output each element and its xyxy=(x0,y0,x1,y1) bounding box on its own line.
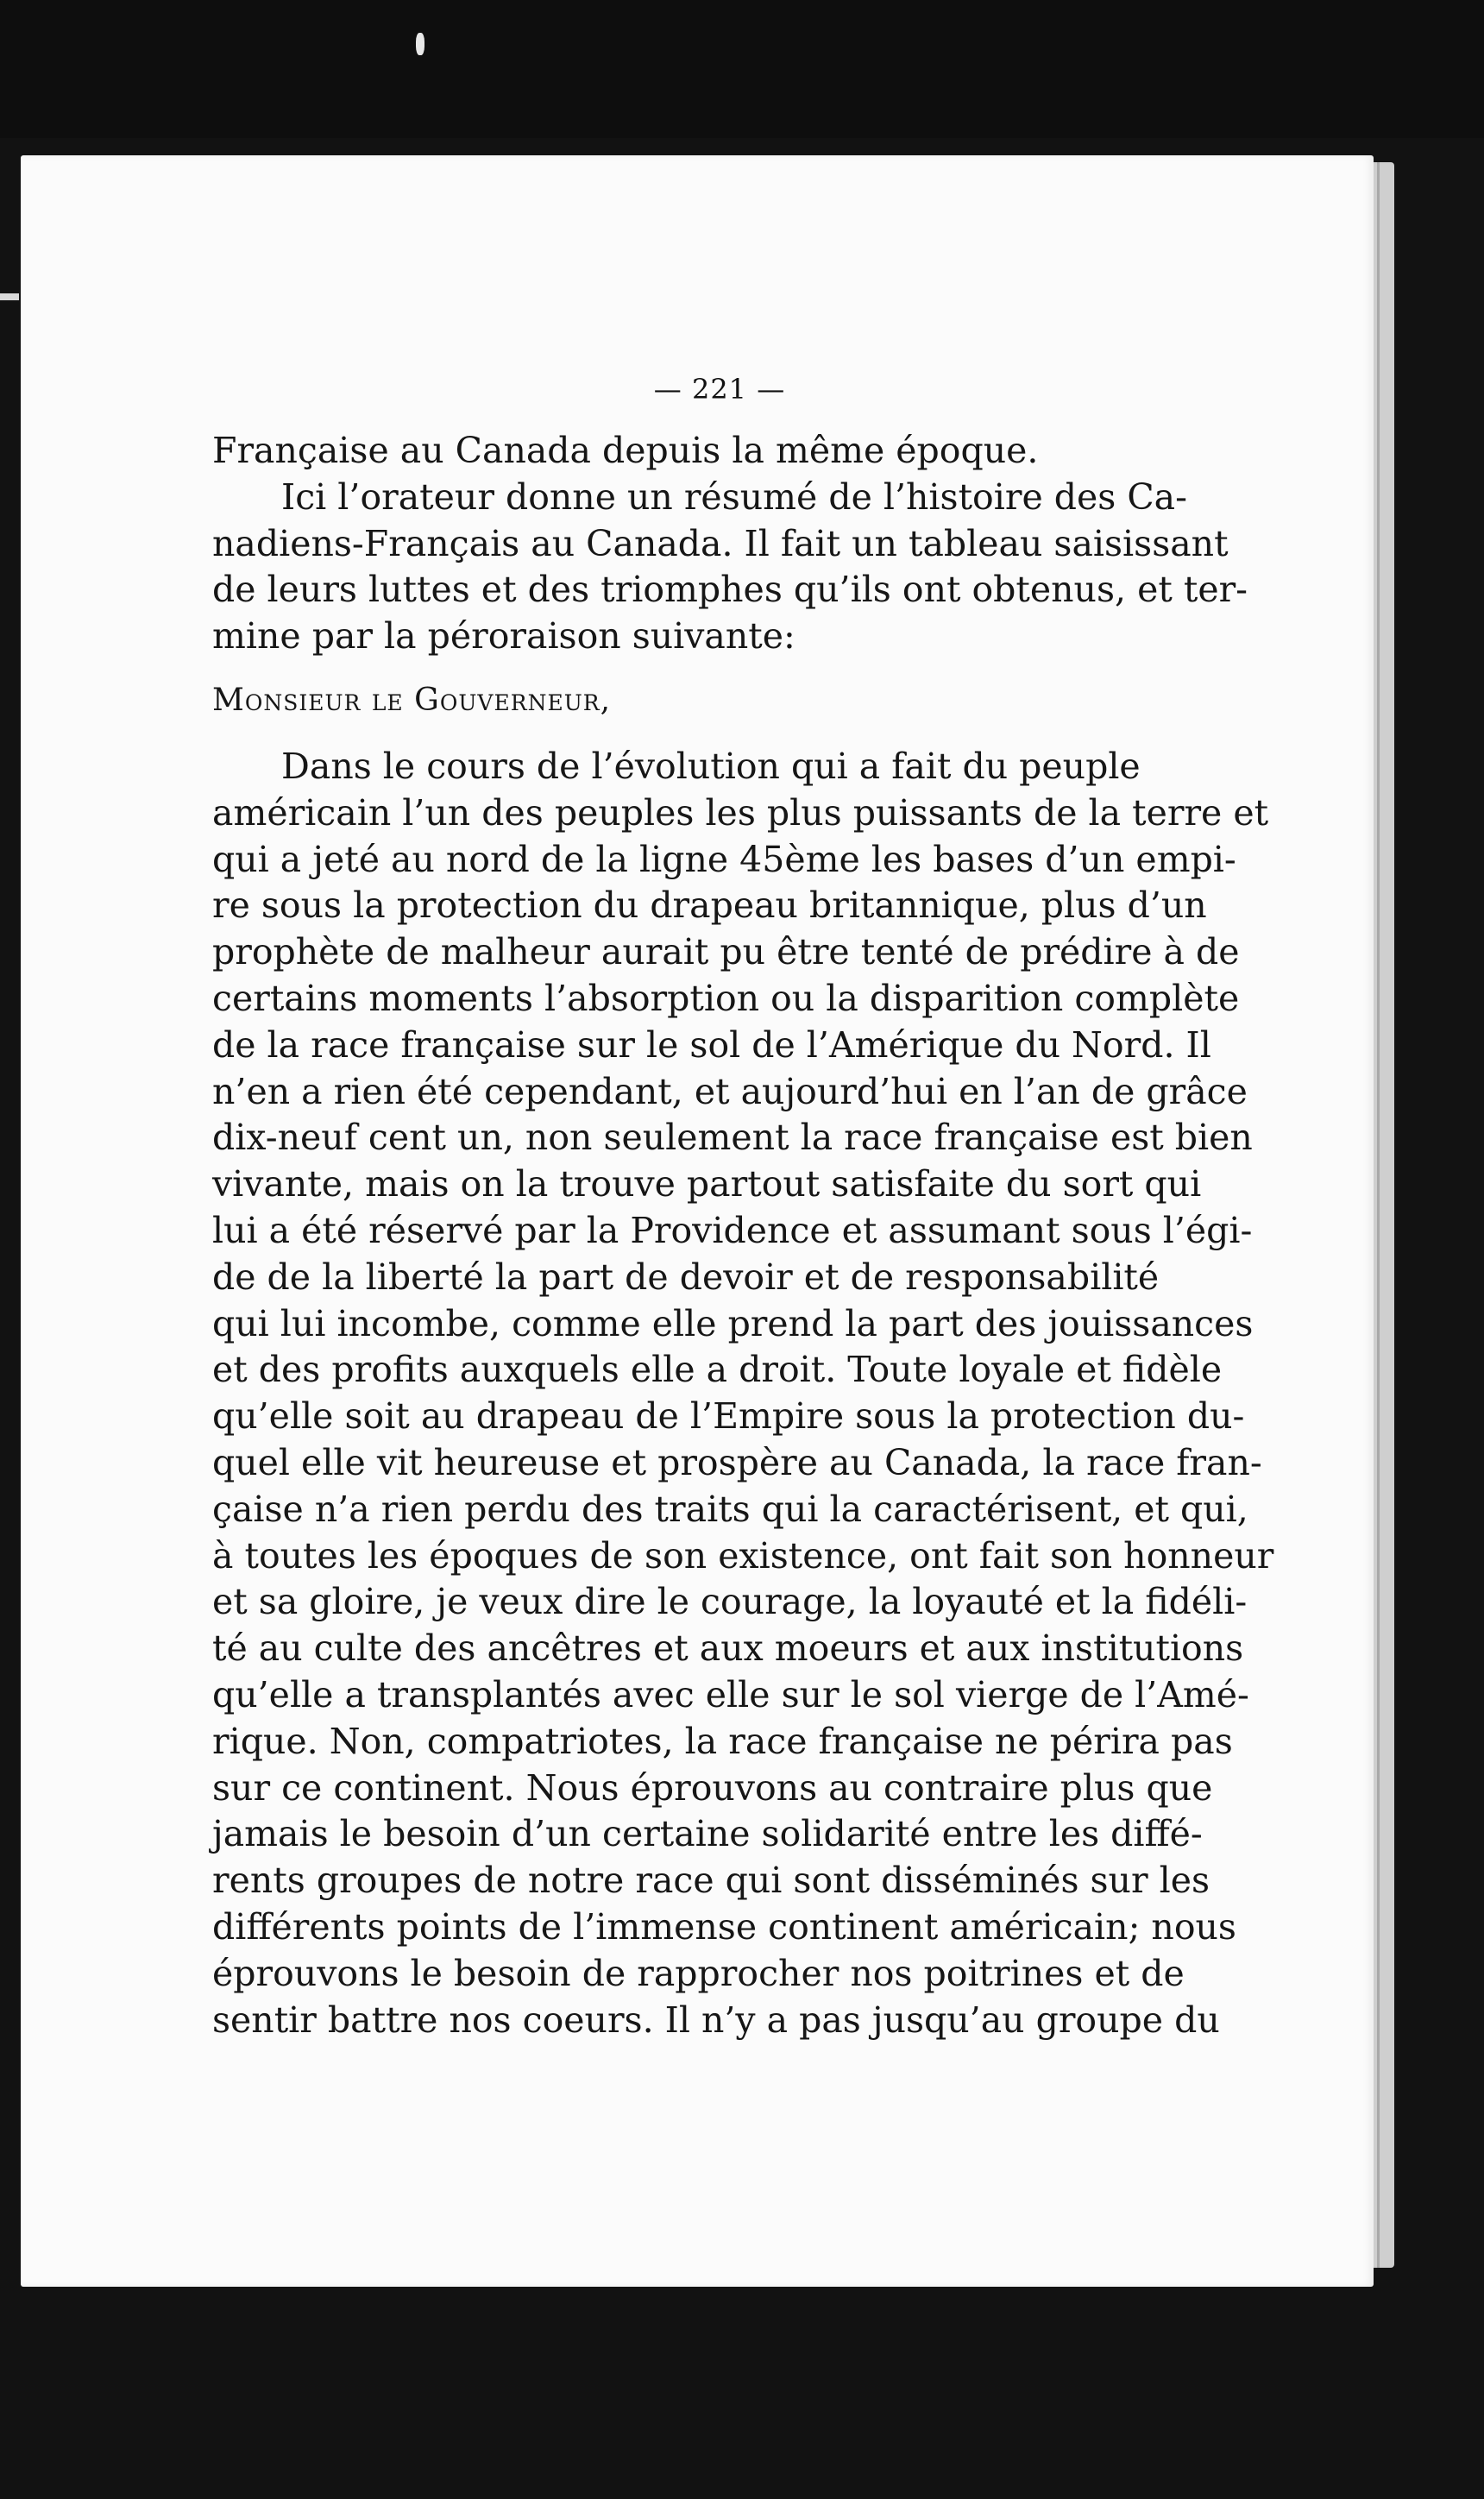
text-line: sur ce continent. Nous éprouvons au contraire plus que xyxy=(212,1766,1213,1809)
page-number: — 221 — xyxy=(653,373,786,406)
text-line: quel elle vit heureuse et prospère au Canada, la race fran- xyxy=(212,1441,1262,1483)
text-line: rique. Non, compatriotes, la race française ne périra pas xyxy=(212,1720,1233,1762)
text-line: de leurs luttes et des triomphes qu’ils ont obtenus, et ter- xyxy=(212,569,1248,611)
text-line: de la race française sur le sol de l’Amérique du Nord. Il xyxy=(212,1023,1211,1066)
intro-paragraph xyxy=(212,428,1248,660)
text-line: différents points de l’immense continent américain; nous xyxy=(212,1905,1236,1948)
text-line: çaise n’a rien perdu des traits qui la caractérisent, et qui, xyxy=(212,1488,1248,1530)
text-line: américain l’un des peuples les plus puissants de la terre et xyxy=(212,791,1269,834)
text-line: de de la liberté la part de devoir et de responsabilité xyxy=(212,1256,1160,1298)
text-line: prophète de malheur aurait pu être tenté de prédire à de xyxy=(212,931,1240,973)
text-line: qui a jeté au nord de la ligne 45ème les bases d’un empi- xyxy=(212,838,1236,880)
text-line: dix-neuf cent un, non seulement la race française est bien xyxy=(212,1117,1253,1159)
text-line: et des profits auxquels elle a droit. Toute loyale et fidèle xyxy=(212,1349,1223,1391)
text-line: n’en a rien été cependant, et aujourd’hui en l’an de grâce xyxy=(212,1070,1248,1112)
text-line: certains moments l’absorption ou la disparition complète xyxy=(212,977,1240,1019)
text-line: qu’elle a transplantés avec elle sur le sol vierge de l’Amé- xyxy=(212,1673,1249,1715)
text-line: mine par la péroraison suivante: xyxy=(212,615,795,658)
text-line: rents groupes de notre race qui sont disséminés sur les xyxy=(212,1860,1210,1902)
text-line: re sous la protection du drapeau britannique, plus d’un xyxy=(212,884,1207,927)
text-line: té au culte des ancêtres et aux moeurs et aux institutions xyxy=(212,1627,1244,1670)
speech-paragraph xyxy=(212,744,1274,2043)
text-line: qu’elle soit au drapeau de l’Empire sous la protection du- xyxy=(212,1395,1245,1438)
text-line: éprouvons le besoin de rapprocher nos poitrines et de xyxy=(212,1952,1185,1994)
text-line: nadiens-Français au Canada. Il fait un tableau saisissant xyxy=(212,522,1229,564)
scan-margin-tick xyxy=(0,293,19,300)
book-page xyxy=(21,155,1374,2287)
text-line: sentir battre nos coeurs. Il n’y a pas jusqu’au groupe du xyxy=(212,1999,1220,2041)
text-line: vivante, mais on la trouve partout satisfaite du sort qui xyxy=(212,1163,1202,1205)
text-line: Française au Canada depuis la même époque. xyxy=(212,430,1039,471)
text-line: jamais le besoin d’un certaine solidarité entre les diffé- xyxy=(212,1813,1203,1855)
scan-dust-mark xyxy=(416,33,424,55)
text-line: Dans le cours de l’évolution qui a fait du peuple xyxy=(281,745,1141,787)
page-text xyxy=(212,428,1274,2043)
text-line: qui lui incombe, comme elle prend la part des jouissances xyxy=(212,1302,1254,1344)
text-line: à toutes les époques de son existence, ont fait son honneur xyxy=(212,1534,1274,1577)
text-line: et sa gloire, je veux dire le courage, la loyauté et la fidéli- xyxy=(212,1581,1248,1623)
text-line: Ici l’orateur donne un résumé de l’histoire des Ca- xyxy=(281,475,1187,518)
scan-top-margin xyxy=(0,0,1484,138)
salutation-heading: Monsieur le Gouverneur, xyxy=(212,682,612,718)
text-line: lui a été réservé par la Providence et assumant sous l’égi- xyxy=(212,1209,1253,1251)
